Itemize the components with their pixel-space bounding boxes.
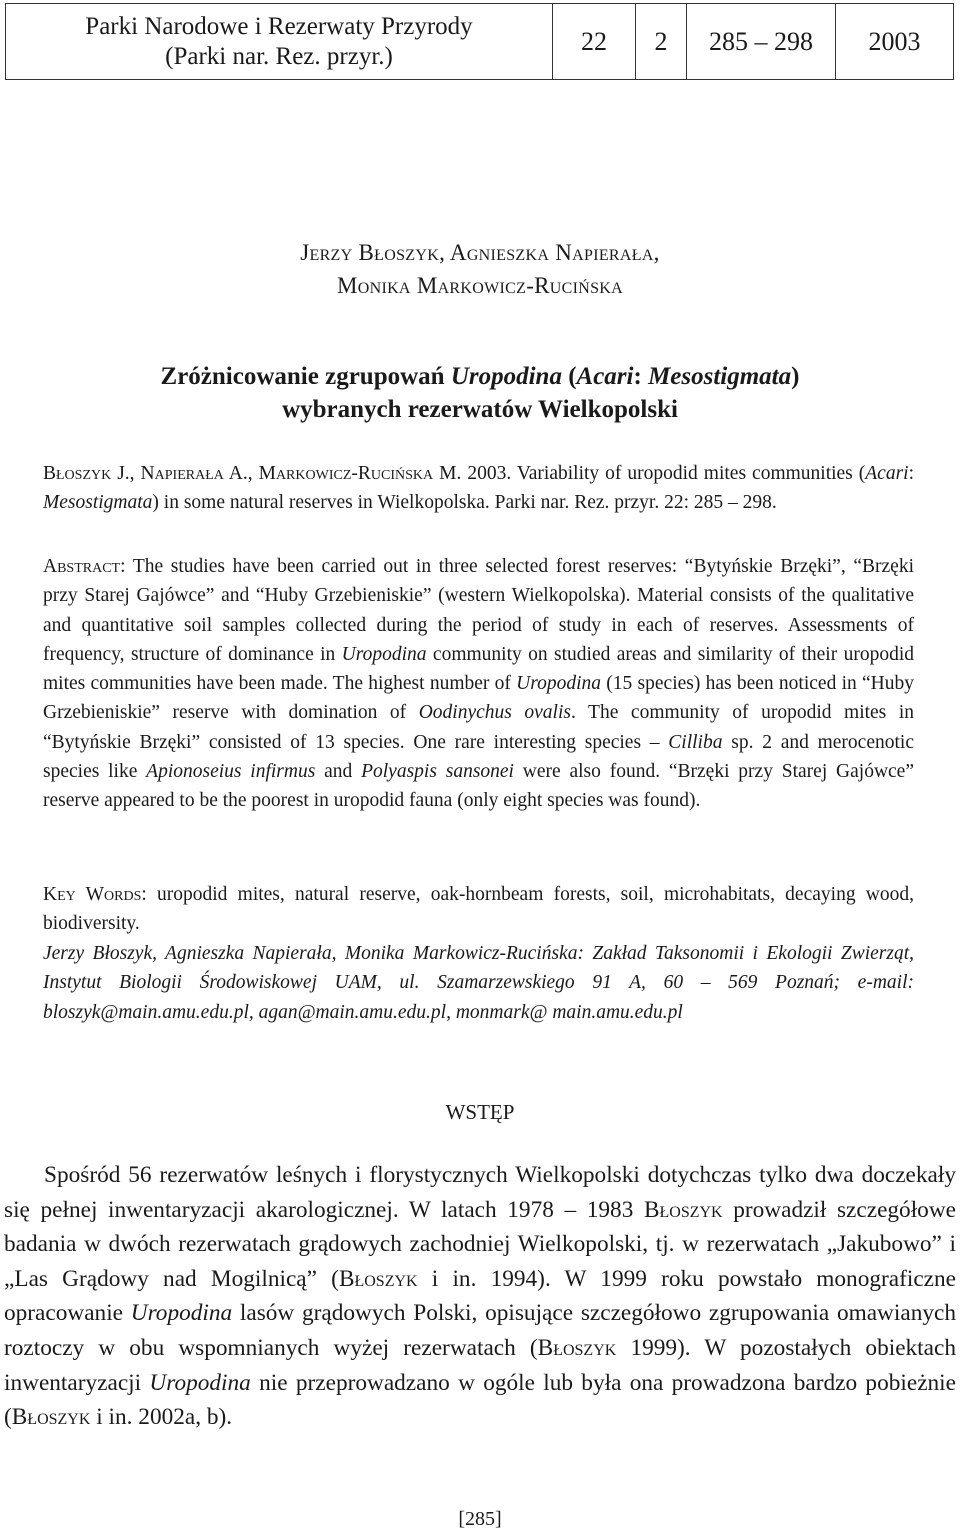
citation-authors: Błoszyk J., Napierała A., Markowicz-Rucińska M.: [43, 463, 462, 484]
intro-author-ref: Błoszyk: [338, 1265, 418, 1292]
abstract-text: (15 species) has been noticed in “Huby Grzebieniskie” reserve with domination of: [43, 673, 915, 724]
page-number: [285]: [458, 1508, 502, 1530]
year-cell: [836, 4, 953, 79]
title-text: :: [633, 363, 649, 390]
issue-number: 2: [654, 26, 668, 56]
author-affiliation: Jerzy Błoszyk, Agnieszka Napierała, Monika Markowicz-Rucińska: Zakład Taksonomii i Ekologii Zwierząt, Instytut Biologii Środowiskowej UAM, ul. Szamarzewskiego 91 A, 60 – 569 Poznań; e-mail: bloszyk@main.amu.edu.pl, agan@main.amu.edu.pl, monmark@ main.amu.edu.pl: [43, 943, 914, 1023]
keywords-text: : uropodid mites, natural reserve, oak-hornbeam forests, soil, microhabitats, decaying wood, biodiversity.: [43, 884, 914, 935]
intro-text: 1999). W pozostałych obiektach inwentaryzacji: [4, 1334, 956, 1396]
intro-text: Spośród 56 rezerwatów leśnych i florystycznych Wielkopolski dotychczas tylko dwa doczekały się pełnej inwentaryzacji akarologicznej. W latach 1978 – 1983: [4, 1162, 956, 1223]
pages-cell: [687, 4, 836, 79]
intro-author-ref: Błoszyk: [11, 1404, 91, 1431]
journal-header-box: [5, 3, 954, 80]
journal-name: Parki Narodowe i Rezerwaty Przyrody: [85, 12, 473, 40]
volume-cell: [553, 4, 636, 79]
citation-text: :: [908, 463, 915, 484]
intro-text: i in. 2002a, b).: [90, 1404, 233, 1431]
abstract-text: community on studied areas and similarity of their uropodid mites communities have been made. The highest number of: [43, 643, 914, 695]
abstract-text: . The community of uropodid mites in “Bytyńskie Brzęki” consisted of 13 species. One rare interesting species –: [43, 702, 914, 753]
page-range: 285 – 298: [709, 26, 813, 56]
title-line-1: [0, 360, 960, 393]
intro-text: lasów grądowych Polski, opisujące szczegółowo zgrupowania omawianych roztoczy w obu wspomnianych wyżej rezerwatach (: [4, 1300, 956, 1361]
intro-text: nie przeprowadzano w ogóle lub była ona prowadzona bardzo pobieżnie (: [4, 1369, 956, 1431]
introduction-paragraph: [4, 1158, 956, 1435]
journal-name-cell: [6, 4, 553, 79]
author-line-1: Jerzy Błoszyk, Agnieszka Napierała,: [300, 240, 660, 265]
author-line-2: Monika Markowicz-Rucińska: [336, 273, 624, 298]
title-text: (: [561, 363, 577, 390]
keywords-label: Key Words: [43, 884, 142, 905]
citation-text: ) in some natural reserves in Wielkopolska. Parki nar. Rez. przyr. 22: 285 – 298.: [152, 492, 777, 514]
intro-author-ref: Błoszyk: [643, 1196, 723, 1223]
abstract-taxon: Uropodina: [341, 643, 427, 665]
abstract-taxon: Polyaspis sansonei: [361, 761, 514, 783]
section-heading: WSTĘP: [445, 1100, 515, 1124]
title-line-2: wybranych rezerwatów Wielkopolski: [282, 396, 678, 423]
abstract-taxon: Cilliba: [668, 731, 723, 753]
abstract-label: Abstract: [43, 556, 121, 577]
abstract-text: sp. 2 and merocenotic species like: [43, 731, 914, 783]
title-taxon-uropodina: Uropodina: [450, 363, 562, 390]
abstract-text: and: [315, 761, 362, 783]
issue-cell: [636, 4, 687, 79]
publication-year: 2003: [868, 26, 921, 56]
author-list: [0, 236, 960, 302]
abstract-text: were also found. “Brzęki przy Starej Gajówce” reserve appeared to be the poorest in uropodid fauna (only eight species was found).: [43, 761, 914, 812]
intro-text: i in. 1994). W 1999 roku powstało monograficzne opracowanie: [4, 1265, 956, 1327]
citation-text: 2003. Variability of uropodid mites communities (: [461, 463, 866, 484]
title-text: ): [791, 363, 800, 390]
title-text: Zróżnicowanie zgrupowań: [160, 363, 451, 390]
intro-author-ref: Błoszyk: [537, 1334, 617, 1361]
article-title: [0, 360, 960, 426]
title-taxon-acari: Acari: [576, 363, 634, 390]
citation-taxon: Acari: [865, 463, 909, 484]
abstract-taxon: Uropodina: [516, 673, 602, 695]
keywords-paragraph: [43, 880, 914, 939]
journal-abbreviation: (Parki nar. Rez. przyr.): [165, 42, 393, 70]
abstract-paragraph: [43, 552, 914, 816]
citation-taxon: Mesostigmata: [43, 492, 153, 514]
abstract-text: : The studies have been carried out in three selected forest reserves: “Bytyńskie Brzęki”, “Brzęki przy Starej Gajówce” and “Huby Grzebieniskie” (western Wielkopolska). Material consists of the qualitative and quantitative soil samples collected during the period of study in each of reserves. Assessments of frequency, structure of dominance in: [43, 556, 914, 665]
volume-number: 22: [581, 26, 607, 56]
intro-taxon: Uropodina: [130, 1300, 233, 1327]
title-taxon-mesostigmata: Mesostigmata: [648, 363, 792, 390]
intro-taxon: Uropodina: [149, 1369, 251, 1396]
abstract-taxon: Apionoseius infirmus: [146, 761, 316, 783]
intro-text: prowadził szczegółowe badania w dwóch rezerwatach grądowych zachodniej Wielkopolski, tj. w rezerwatach „Jakubowo” i „Las Grądowy nad Mogilnicą” (: [4, 1196, 956, 1292]
abstract-taxon: Oodinychus ovalis: [418, 702, 571, 724]
citation-paragraph: [43, 459, 914, 518]
